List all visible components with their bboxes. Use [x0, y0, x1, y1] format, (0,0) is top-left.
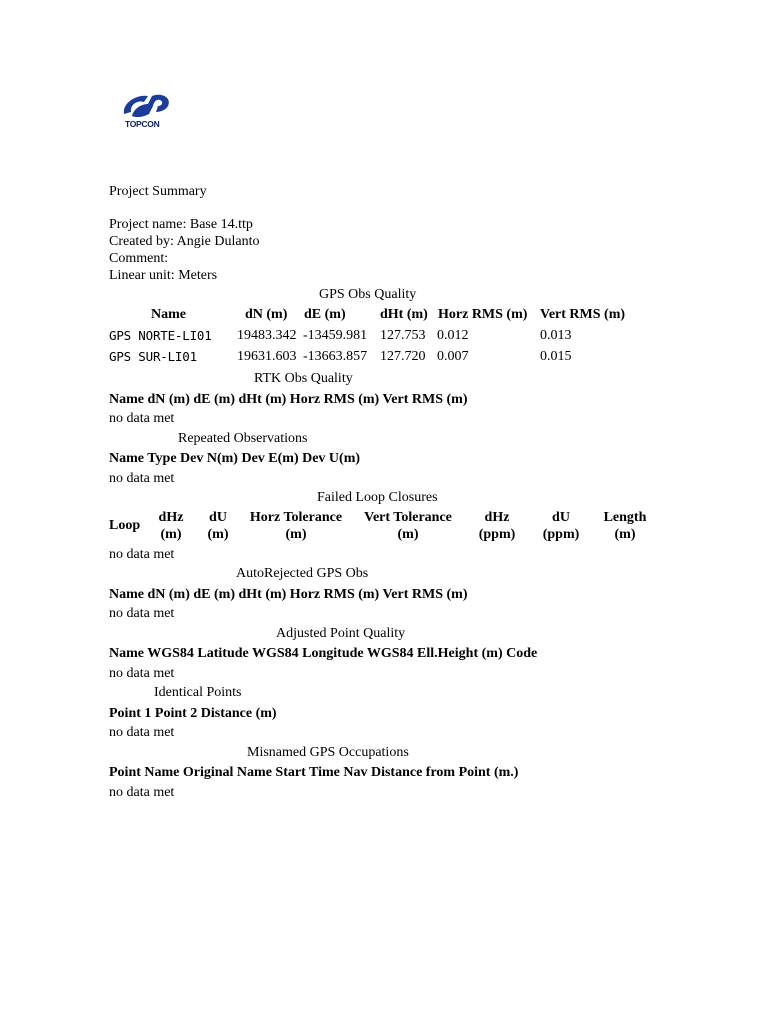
- loop-header-dhz-ppm: dHz (ppm): [478, 510, 516, 542]
- autorejected-header: Name dN (m) dE (m) dHt (m) Horz RMS (m) Vert RMS (m): [109, 587, 468, 602]
- gps-header-dht: dHt (m): [380, 307, 428, 322]
- adjusted-header: Name WGS84 Latitude WGS84 Longitude WGS84 Ell.Height (m) Code: [109, 646, 538, 661]
- gps-row-dht: 127.753: [380, 328, 426, 343]
- identical-no-data: no data met: [109, 725, 175, 740]
- loop-header-dhz: dHz (m): [158, 510, 184, 542]
- rtk-header: Name dN (m) dE (m) dHt (m) Horz RMS (m) Vert RMS (m): [109, 392, 468, 407]
- gps-row-name: GPS SUR-LI01: [109, 349, 197, 364]
- misnamed-no-data: no data met: [109, 785, 175, 800]
- gps-header-name: Name: [151, 307, 186, 322]
- linear-unit: Linear unit: Meters: [109, 268, 218, 283]
- loop-header-loop: Loop: [109, 518, 141, 533]
- gps-row-dn: 19483.342: [237, 328, 297, 343]
- loop-header-du-ppm: dU (ppm): [542, 510, 580, 542]
- gps-row-de: -13459.981: [303, 328, 368, 343]
- rtk-no-data: no data met: [109, 411, 175, 426]
- gps-row-horz-rms: 0.012: [437, 328, 469, 343]
- gps-row-dht: 127.720: [380, 349, 426, 364]
- misnamed-title: Misnamed GPS Occupations: [247, 745, 409, 760]
- gps-header-horz-rms: Horz RMS (m): [438, 307, 528, 322]
- gps-row-dn: 19631.603: [237, 349, 297, 364]
- autorejected-title: AutoRejected GPS Obs: [236, 566, 369, 581]
- gps-header-vert-rms: Vert RMS (m): [540, 307, 626, 322]
- failed-loops-no-data: no data met: [109, 547, 175, 562]
- rtk-title: RTK Obs Quality: [254, 371, 353, 386]
- comment: Comment:: [109, 251, 169, 266]
- loop-header-du: dU (m): [207, 510, 229, 542]
- loop-header-horz-tolerance: Horz Tolerance (m): [249, 510, 343, 542]
- created-by: Created by: Angie Dulanto: [109, 234, 260, 249]
- failed-loops-title: Failed Loop Closures: [317, 490, 438, 505]
- adjusted-no-data: no data met: [109, 666, 175, 681]
- identical-title: Identical Points: [154, 685, 242, 700]
- identical-header: Point 1 Point 2 Distance (m): [109, 706, 277, 721]
- gps-obs-title: GPS Obs Quality: [319, 287, 417, 302]
- loop-header-length: Length (m): [603, 510, 647, 542]
- repeated-title: Repeated Observations: [178, 431, 308, 446]
- gps-row-name: GPS NORTE-LI01: [109, 328, 212, 343]
- page-title: Project Summary: [109, 184, 207, 199]
- gps-row-vert-rms: 0.015: [540, 349, 572, 364]
- misnamed-header: Point Name Original Name Start Time Nav Distance from Point (m.): [109, 765, 519, 780]
- loop-header-vert-tolerance: Vert Tolerance (m): [364, 510, 452, 542]
- gps-header-dn: dN (m): [245, 307, 288, 322]
- repeated-header: Name Type Dev N(m) Dev E(m) Dev U(m): [109, 451, 361, 466]
- gps-header-de: dE (m): [304, 307, 346, 322]
- gps-row-vert-rms: 0.013: [540, 328, 572, 343]
- autorejected-no-data: no data met: [109, 606, 175, 621]
- repeated-no-data: no data met: [109, 471, 175, 486]
- gps-row-de: -13663.857: [303, 349, 368, 364]
- project-name: Project name: Base 14.ttp: [109, 217, 253, 232]
- adjusted-title: Adjusted Point Quality: [276, 626, 406, 641]
- gps-row-horz-rms: 0.007: [437, 349, 469, 364]
- brand-name: TOPCON: [125, 119, 160, 129]
